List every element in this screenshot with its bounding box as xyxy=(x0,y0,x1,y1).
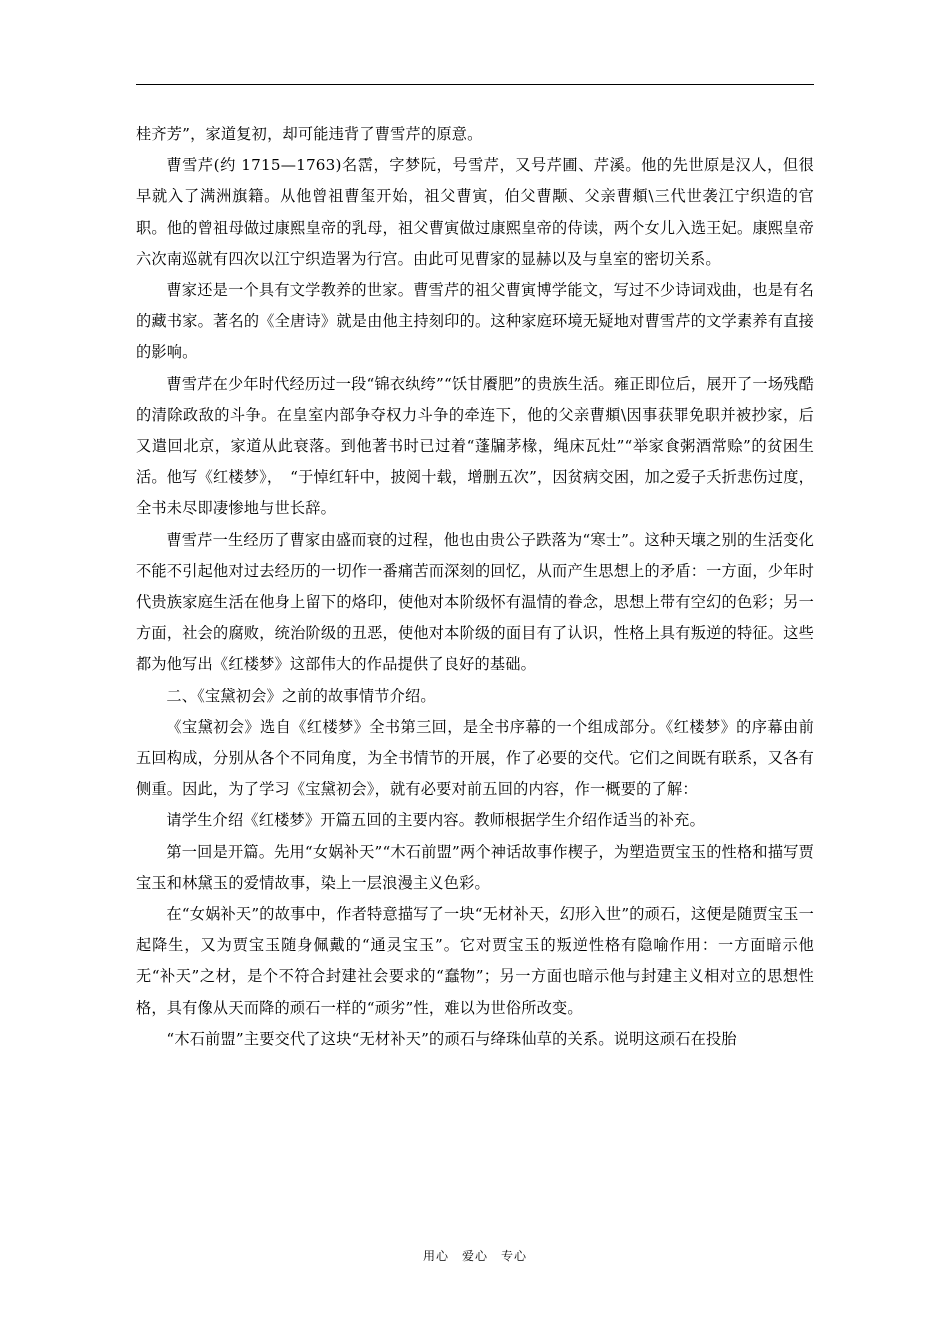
paragraph: 曹雪芹在少年时代经历过一段“锦衣纨绔”“饫甘餍肥”的贵族生活。雍正即位后，展开了一场残酷的清除政敌的斗争。在皇室内部争夺权力斗争的牵连下，他的父亲曹頫\因事获罪免职并被抄家，后又遣回北京，家道从此衰落。到他著书时已过着“蓬牖茅椽，绳床瓦灶”“举家食粥酒常赊”的贫困生活。他写《红楼梦》， “于悼红轩中，披阅十载，增删五次”，因贫病交困，加之爱子夭折悲伤过度，全书未尽即凄惨地与世长辞。 xyxy=(136,374,814,518)
paragraph: 《宝黛初会》选自《红楼梦》全书第三回，是全书序幕的一个组成部分。《红楼梦》的序幕由前五回构成，分别从各个不同角度，为全书情节的开展，作了必要的交代。它们之间既有联系，又各有侧重。因此，为了学习《宝黛初会》，就有必要对前五回的内容，作一概要的了解： xyxy=(136,717,814,799)
paragraph: “木石前盟”主要交代了这块“无材补天”的顽石与绛珠仙草的关系。说明这顽石在投胎 xyxy=(166,1029,737,1048)
paragraph: 曹雪芹一生经历了曹家由盛而衰的过程，他也由贵公子跌落为“寒士”。这种天壤之别的生活变化不能不引起他对过去经历的一切作一番痛苦而深刻的回忆，从而产生思想上的矛盾：一方面，少年时代贵族家庭生活在他身上留下的烙印，使他对本阶级怀有温情的眷念，思想上带有空幻的色彩；另一方面，社会的腐败，统治阶级的丑恶，使他对本阶级的面目有了认识，性格上具有叛逆的特征。这些都为他写出《红楼梦》这部伟大的作品提供了良好的基础。 xyxy=(136,530,814,674)
paragraph: 在“女娲补天”的故事中，作者特意描写了一块“无材补天，幻形入世”的顽石，这便是随贾宝玉一起降生，又为贾宝玉随身佩戴的“通灵宝玉”。它对贾宝玉的叛逆性格有隐喻作用：一方面暗示他无“补天”之材，是个不符合封建社会要求的“蠢物”；另一方面也暗示他与封建主义相对立的思想性格，具有像从天而降的顽石一样的“顽劣”性，难以为世俗所改变。 xyxy=(136,905,814,1017)
page-footer: 用心 爱心 专心 xyxy=(422,1249,527,1263)
section-heading: 二、《宝黛初会》之前的故事情节介绍。 xyxy=(166,686,436,705)
paragraph: 曹雪芹(约 1715—1763)名霑，字梦阮，号雪芹，又号芹圃、芹溪。他的先世原是汉人，但很早就入了满洲旗籍。从他曾祖曹玺开始，祖父曹寅，伯父曹颙、父亲曹頫\三代世袭江宁织造的官职。他的曾祖母做过康熙皇帝的乳母，祖父曹寅做过康熙皇帝的侍读，两个女儿入选王妃。康熙皇帝六次南巡就有四次以江宁织造署为行宫。由此可见曹家的显赫以及与皇室的密切关系。 xyxy=(136,156,814,268)
header-rule xyxy=(136,84,814,85)
paragraph: 请学生介绍《红楼梦》开篇五回的主要内容。教师根据学生介绍作适当的补充。 xyxy=(166,811,705,830)
paragraph: 桂齐芳”，家道复初，却可能违背了曹雪芹的原意。 xyxy=(136,125,483,143)
document-body xyxy=(136,119,814,1055)
paragraph: 第一回是开篇。先用“女娲补天”“木石前盟”两个神话故事作楔子，为塑造贾宝玉的性格和描写贾宝玉和林黛玉的爱情故事，染上一层浪漫主义色彩。 xyxy=(136,842,814,892)
paragraph: 曹家还是一个具有文学教养的世家。曹雪芹的祖父曹寅博学能文，写过不少诗词戏曲，也是有名的藏书家。著名的《全唐诗》就是由他主持刻印的。这种家庭环境无疑地对曹雪芹的文学素养有直接的影响。 xyxy=(136,281,814,362)
